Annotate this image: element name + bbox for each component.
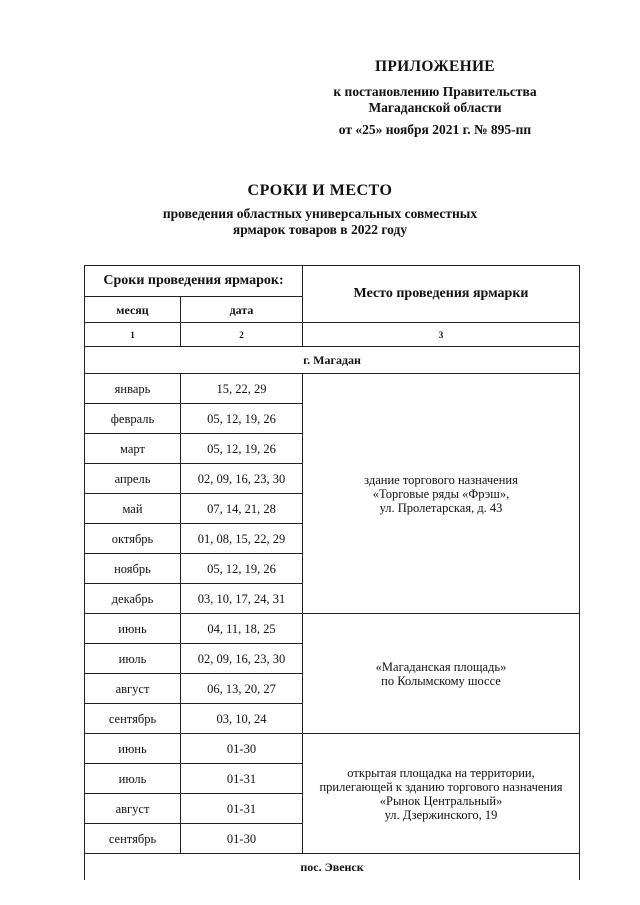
dates-caption-header: Сроки проведения ярмарок:: [85, 266, 303, 297]
dates-cell: 15, 22, 29: [181, 374, 303, 404]
city-name: г. Магадан: [85, 347, 580, 374]
place-line: ул. Пролетарская, д. 43: [379, 500, 503, 515]
month-cell: август: [85, 674, 181, 704]
fair-schedule-table: [84, 265, 580, 880]
month-cell: январь: [85, 374, 181, 404]
month-cell: август: [85, 794, 181, 824]
appendix-block: [300, 58, 570, 138]
document-title: СРОКИ И МЕСТО: [247, 182, 393, 199]
month-cell: июль: [85, 644, 181, 674]
month-cell: март: [85, 434, 181, 464]
column-number: 1: [85, 323, 181, 347]
month-cell: апрель: [85, 464, 181, 494]
dates-cell: 01-31: [181, 764, 303, 794]
column-number: 3: [303, 323, 580, 347]
month-cell: июнь: [85, 614, 181, 644]
month-cell: июль: [85, 764, 181, 794]
table-body: [85, 347, 580, 881]
dates-cell: 01-30: [181, 734, 303, 764]
dates-cell: 07, 14, 21, 28: [181, 494, 303, 524]
place-cell: [303, 614, 580, 734]
place-header: Место проведения ярмарки: [303, 266, 580, 323]
dates-cell: 03, 10, 24: [181, 704, 303, 734]
appendix-line-1: к постановлению Правительства: [333, 84, 537, 99]
place-line: ул. Дзержинского, 19: [384, 807, 498, 822]
month-cell: июнь: [85, 734, 181, 764]
place-line: «Рынок Центральный»: [379, 793, 503, 808]
dates-cell: 02, 09, 16, 23, 30: [181, 464, 303, 494]
appendix-line-2: Магаданской области: [368, 100, 502, 115]
month-cell: сентябрь: [85, 704, 181, 734]
appendix-heading: ПРИЛОЖЕНИЕ: [375, 58, 495, 75]
place-line: прилегающей к зданию торгового назначения: [319, 779, 563, 794]
document-subtitle-line-1: проведения областных универсальных совместных: [162, 206, 478, 221]
dates-cell: 06, 13, 20, 27: [181, 674, 303, 704]
table-row: [85, 734, 580, 764]
place-cell: [303, 374, 580, 614]
month-header: месяц: [85, 297, 181, 323]
appendix-line-3: от «25» ноября 2021 г. № 895-пп: [338, 122, 532, 137]
dates-cell: 05, 12, 19, 26: [181, 434, 303, 464]
dates-cell: 01-31: [181, 794, 303, 824]
document-subtitle: [0, 206, 640, 238]
dates-cell: 05, 12, 19, 26: [181, 404, 303, 434]
dates-cell: 03, 10, 17, 24, 31: [181, 584, 303, 614]
dates-cell: 02, 09, 16, 23, 30: [181, 644, 303, 674]
month-cell: февраль: [85, 404, 181, 434]
table-row: [85, 614, 580, 644]
document-subtitle-line-2: ярмарок товаров в 2022 году: [232, 222, 408, 237]
dates-cell: 01-30: [181, 824, 303, 854]
table-row: [85, 374, 580, 404]
place-line: «Магаданская площадь»: [375, 659, 507, 674]
dates-cell: 04, 11, 18, 25: [181, 614, 303, 644]
date-header: дата: [181, 297, 303, 323]
month-cell: ноябрь: [85, 554, 181, 584]
dates-cell: 05, 12, 19, 26: [181, 554, 303, 584]
place-line: «Торговые ряды «Фрэш»,: [372, 486, 510, 501]
month-cell: октябрь: [85, 524, 181, 554]
dates-cell: 01, 08, 15, 22, 29: [181, 524, 303, 554]
month-cell: сентябрь: [85, 824, 181, 854]
city-row: [85, 347, 580, 374]
place-cell: [303, 734, 580, 854]
month-cell: декабрь: [85, 584, 181, 614]
city-name: пос. Эвенск: [85, 854, 580, 881]
place-line: по Колымскому шоссе: [381, 673, 501, 688]
month-cell: май: [85, 494, 181, 524]
city-row: [85, 854, 580, 881]
column-number: 2: [181, 323, 303, 347]
place-line: открытая площадка на территории,: [347, 765, 535, 780]
place-line: здание торгового назначения: [364, 472, 518, 487]
